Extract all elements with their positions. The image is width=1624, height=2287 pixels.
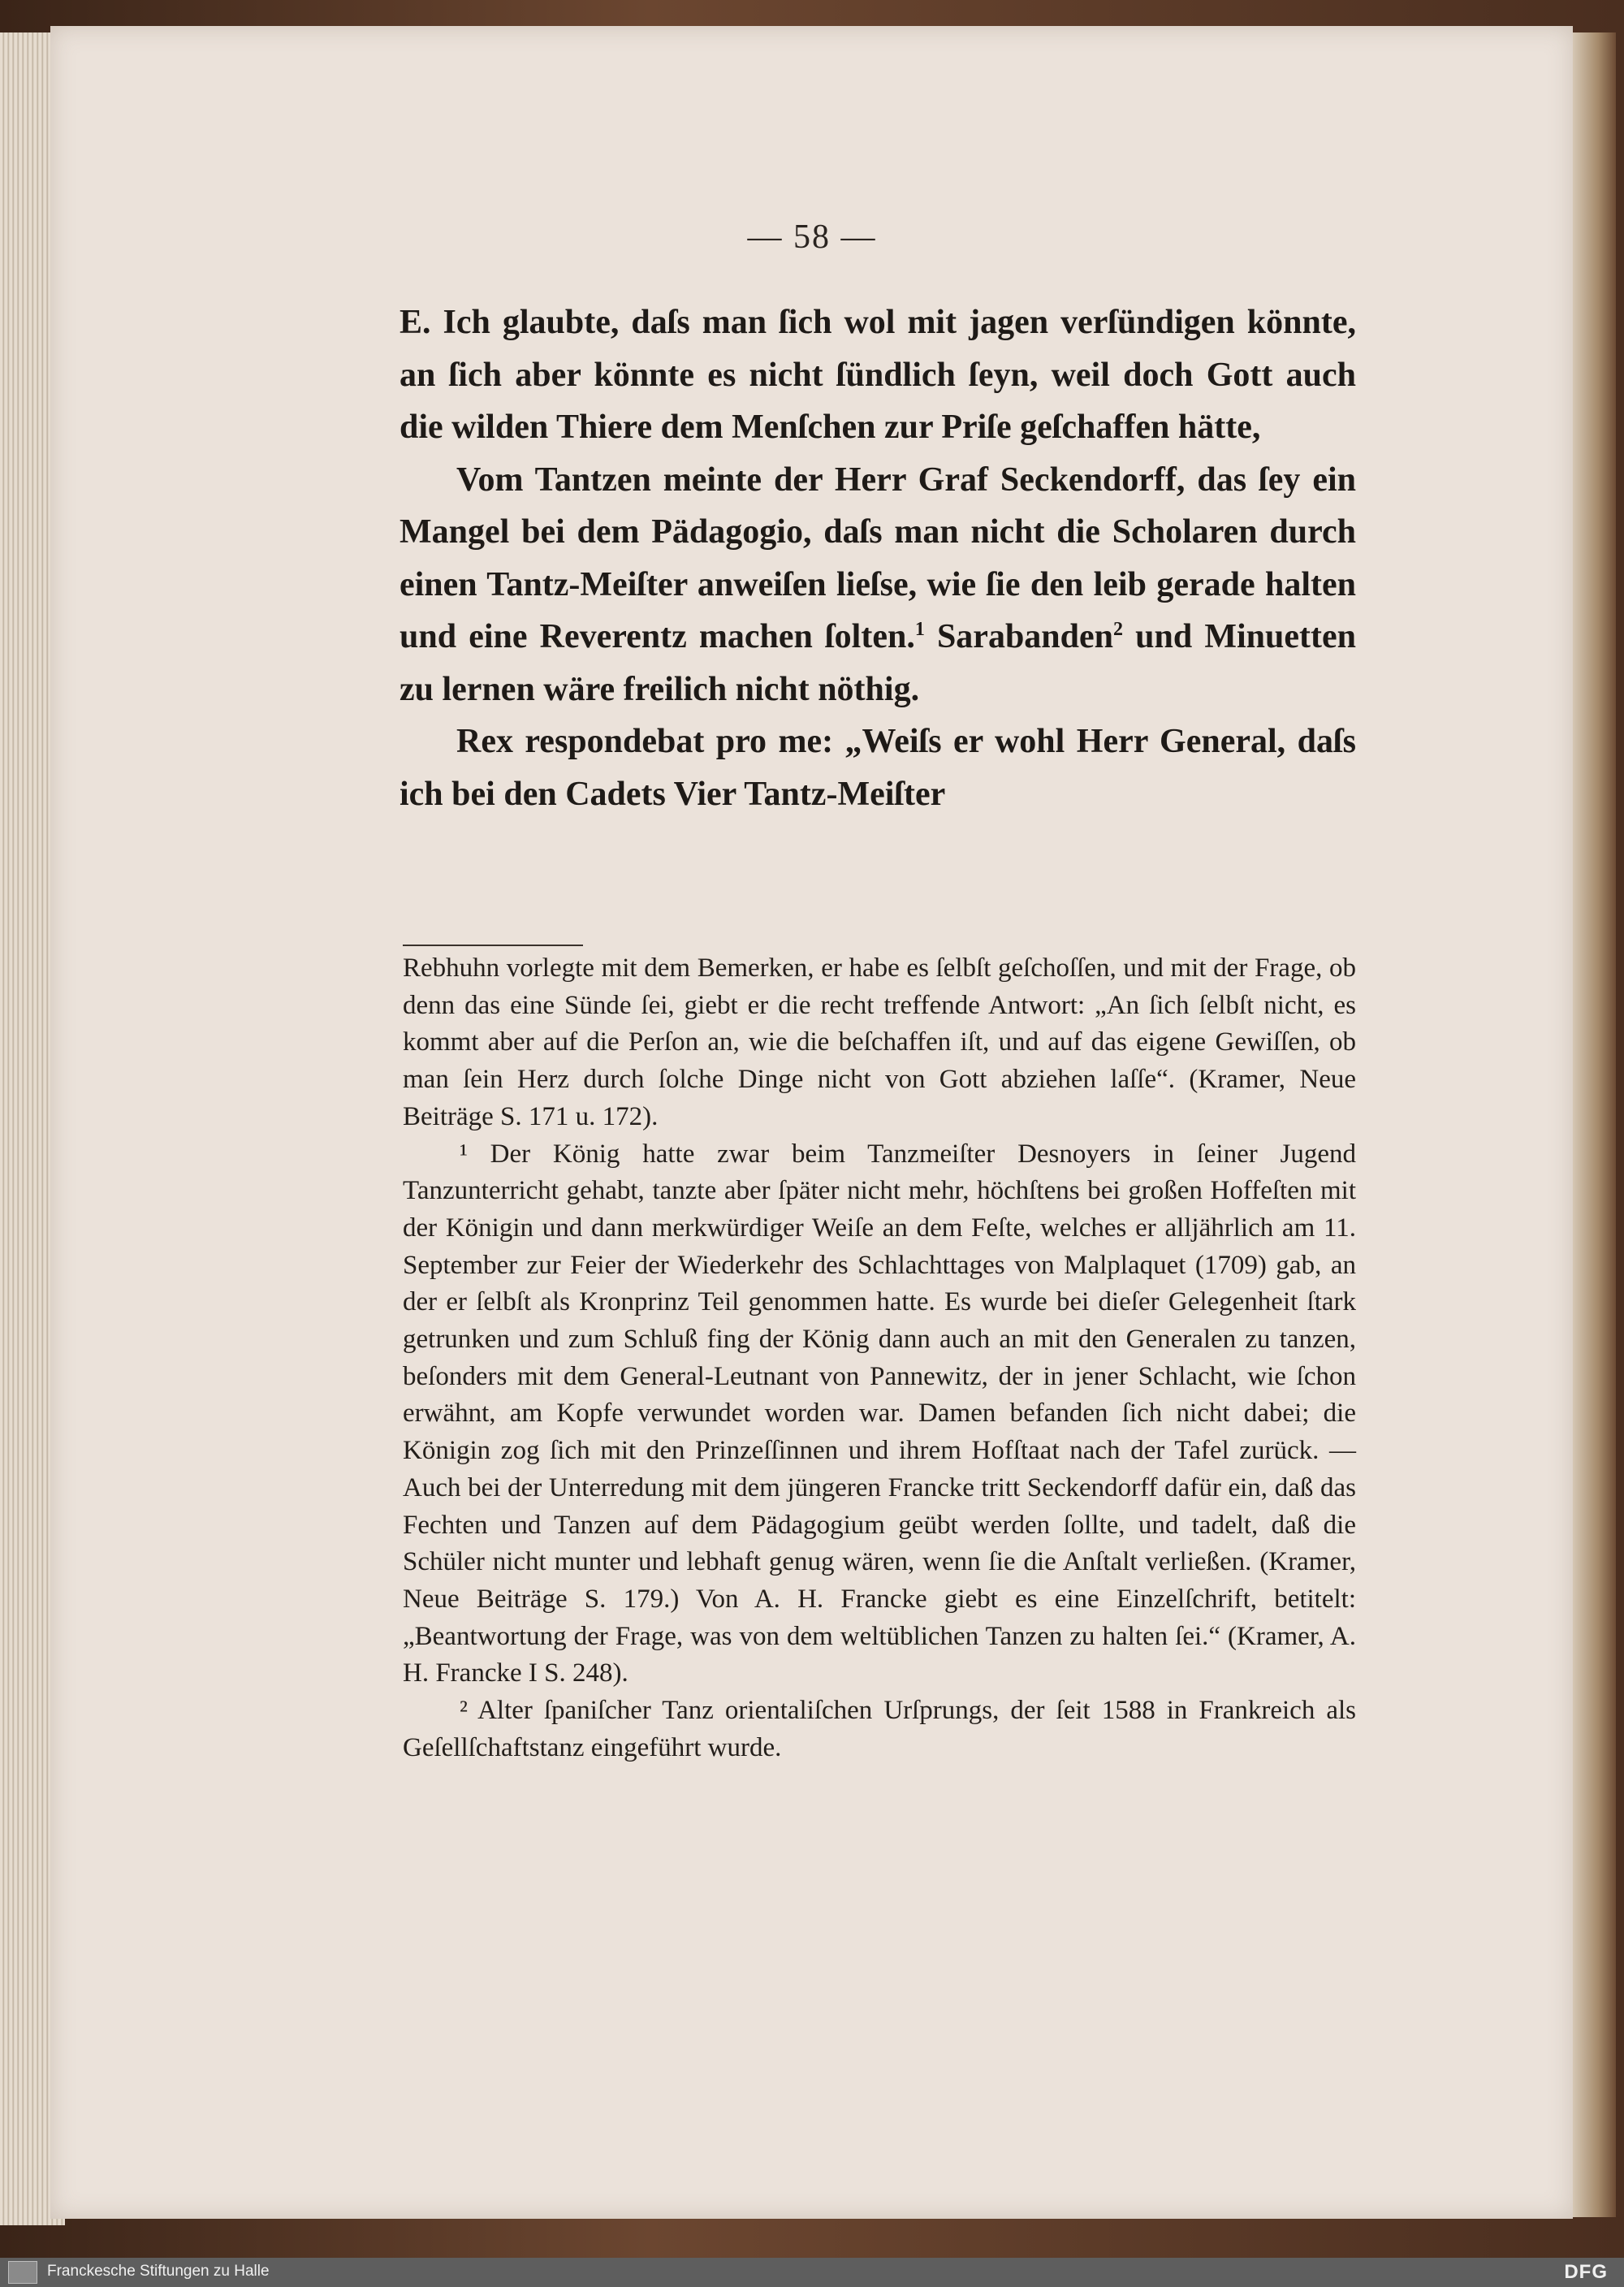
institution-logo-icon — [8, 2261, 37, 2284]
main-text — [400, 296, 1356, 820]
footnote-continuation: Rebhuhn vorlegte mit dem Bemerken, er habe es ſelbſt geſchoſſen, und mit der Frage, ob denn das eine Sünde ſei, giebt er die recht treffende Antwort: „An ſich ſelbſt nicht, es kommt aber auf die Perſon an, wie die beſchaffen iſt, und auf das eigene Gewiſſen, ob man ſein Herz durch ſolche Dinge nicht von Gott abziehen laſſe“. (Kramer, Neue Beiträge S. 171 u. 172). — [403, 953, 1356, 1131]
footnote-divider — [403, 945, 583, 946]
page-edges-right — [1571, 32, 1616, 2217]
main-paragraph-2-text-c: und Minuetten zu lernen wäre freilich nicht nöthig. — [400, 618, 1356, 708]
main-paragraph-2 — [400, 454, 1356, 716]
footnote-1: ¹ Der König hatte zwar beim Tanzmeiſter Desnoyers in ſeiner Jugend Tanzunterricht gehabt, tanzte aber ſpäter nicht mehr, höchſtens bei großen Hoffeſten mit der Königin und dann merkwürdiger Weiſe an dem Feſte, welches er alljährlich am 11. September zur Feier der Wiederkehr des Schlachttages von Malplaquet (1709) gab, an der er ſelbſt als Kronprinz Teil genommen hatte. Es wurde bei dieſer Gelegenheit ſtark getrunken und zum Schluß fing der König dann auch an mit den Generalen zu tanzen, beſonders mit dem General-Leutnant von Pannewitz, der in jener Schlacht, wie ſchon erwähnt, am Kopfe verwundet worden war. Damen befanden ſich nicht dabei; die Königin zog ſich mit den Prinzeſſinnen und ihrem Hofſtaat nach der Tafel zurück. — Auch bei der Unterredung mit dem jüngeren Francke tritt Seckendorff dafür ein, daß das Fechten und Tanzen auf dem Pädagogium geübt werden ſollte, und tadelt, daß die Schüler nicht munter und lebhaft genug wären, wenn ſie die Anſtalt verließen. (Kramer, Neue Beiträge S. 179.) Von A. H. Francke giebt es eine Einzelſchrift, betitelt: „Beantwortung der Frage, was von dem weltüblichen Tanzen zu halten ſei.“ (Kramer, A. H. Francke I S. 248). — [403, 1139, 1356, 1688]
footnote-ref-1[interactable]: 1 — [914, 619, 925, 640]
main-paragraph-1: E. Ich glaubte, daſs man ſich wol mit jagen verſündigen könnte, an ſich aber könnte es nicht ſündlich ſeyn, weil doch Gott auch die wilden Thiere dem Menſchen zur Priſe geſchaffen hätte, — [400, 304, 1356, 446]
footnote-ref-2[interactable]: 2 — [1113, 619, 1124, 640]
main-paragraph-2-text-b: Sarabanden — [924, 618, 1114, 655]
dfg-logo: DFG — [1564, 2261, 1608, 2283]
footnotes — [403, 950, 1356, 1766]
main-paragraph-2-text-a: Vom Tantzen meinte der Herr Graf Seckendorff, das ſey ein Mangel bei dem Pädagogio, daſs man nicht die Scholaren durch einen Tantz-Meiſter anweiſen lieſse, wie ſie den leib gerade halten und eine Reverentz machen ſolten. — [400, 460, 1356, 655]
footnote-2: ² Alter ſpaniſcher Tanz orientaliſchen Urſprungs, der ſeit 1588 in Frankreich als Geſellſchaftstanz eingeführt wurde. — [403, 1696, 1356, 1762]
viewer-footer — [0, 2258, 1624, 2287]
page-number: — 58 — — [747, 218, 877, 256]
main-paragraph-3: Rex respondebat pro me: „Weiſs er wohl Herr General, daſs ich bei den Cadets Vier Tantz-Meiſter — [400, 723, 1356, 813]
institution-name: Franckesche Stiftungen zu Halle — [47, 2263, 270, 2280]
